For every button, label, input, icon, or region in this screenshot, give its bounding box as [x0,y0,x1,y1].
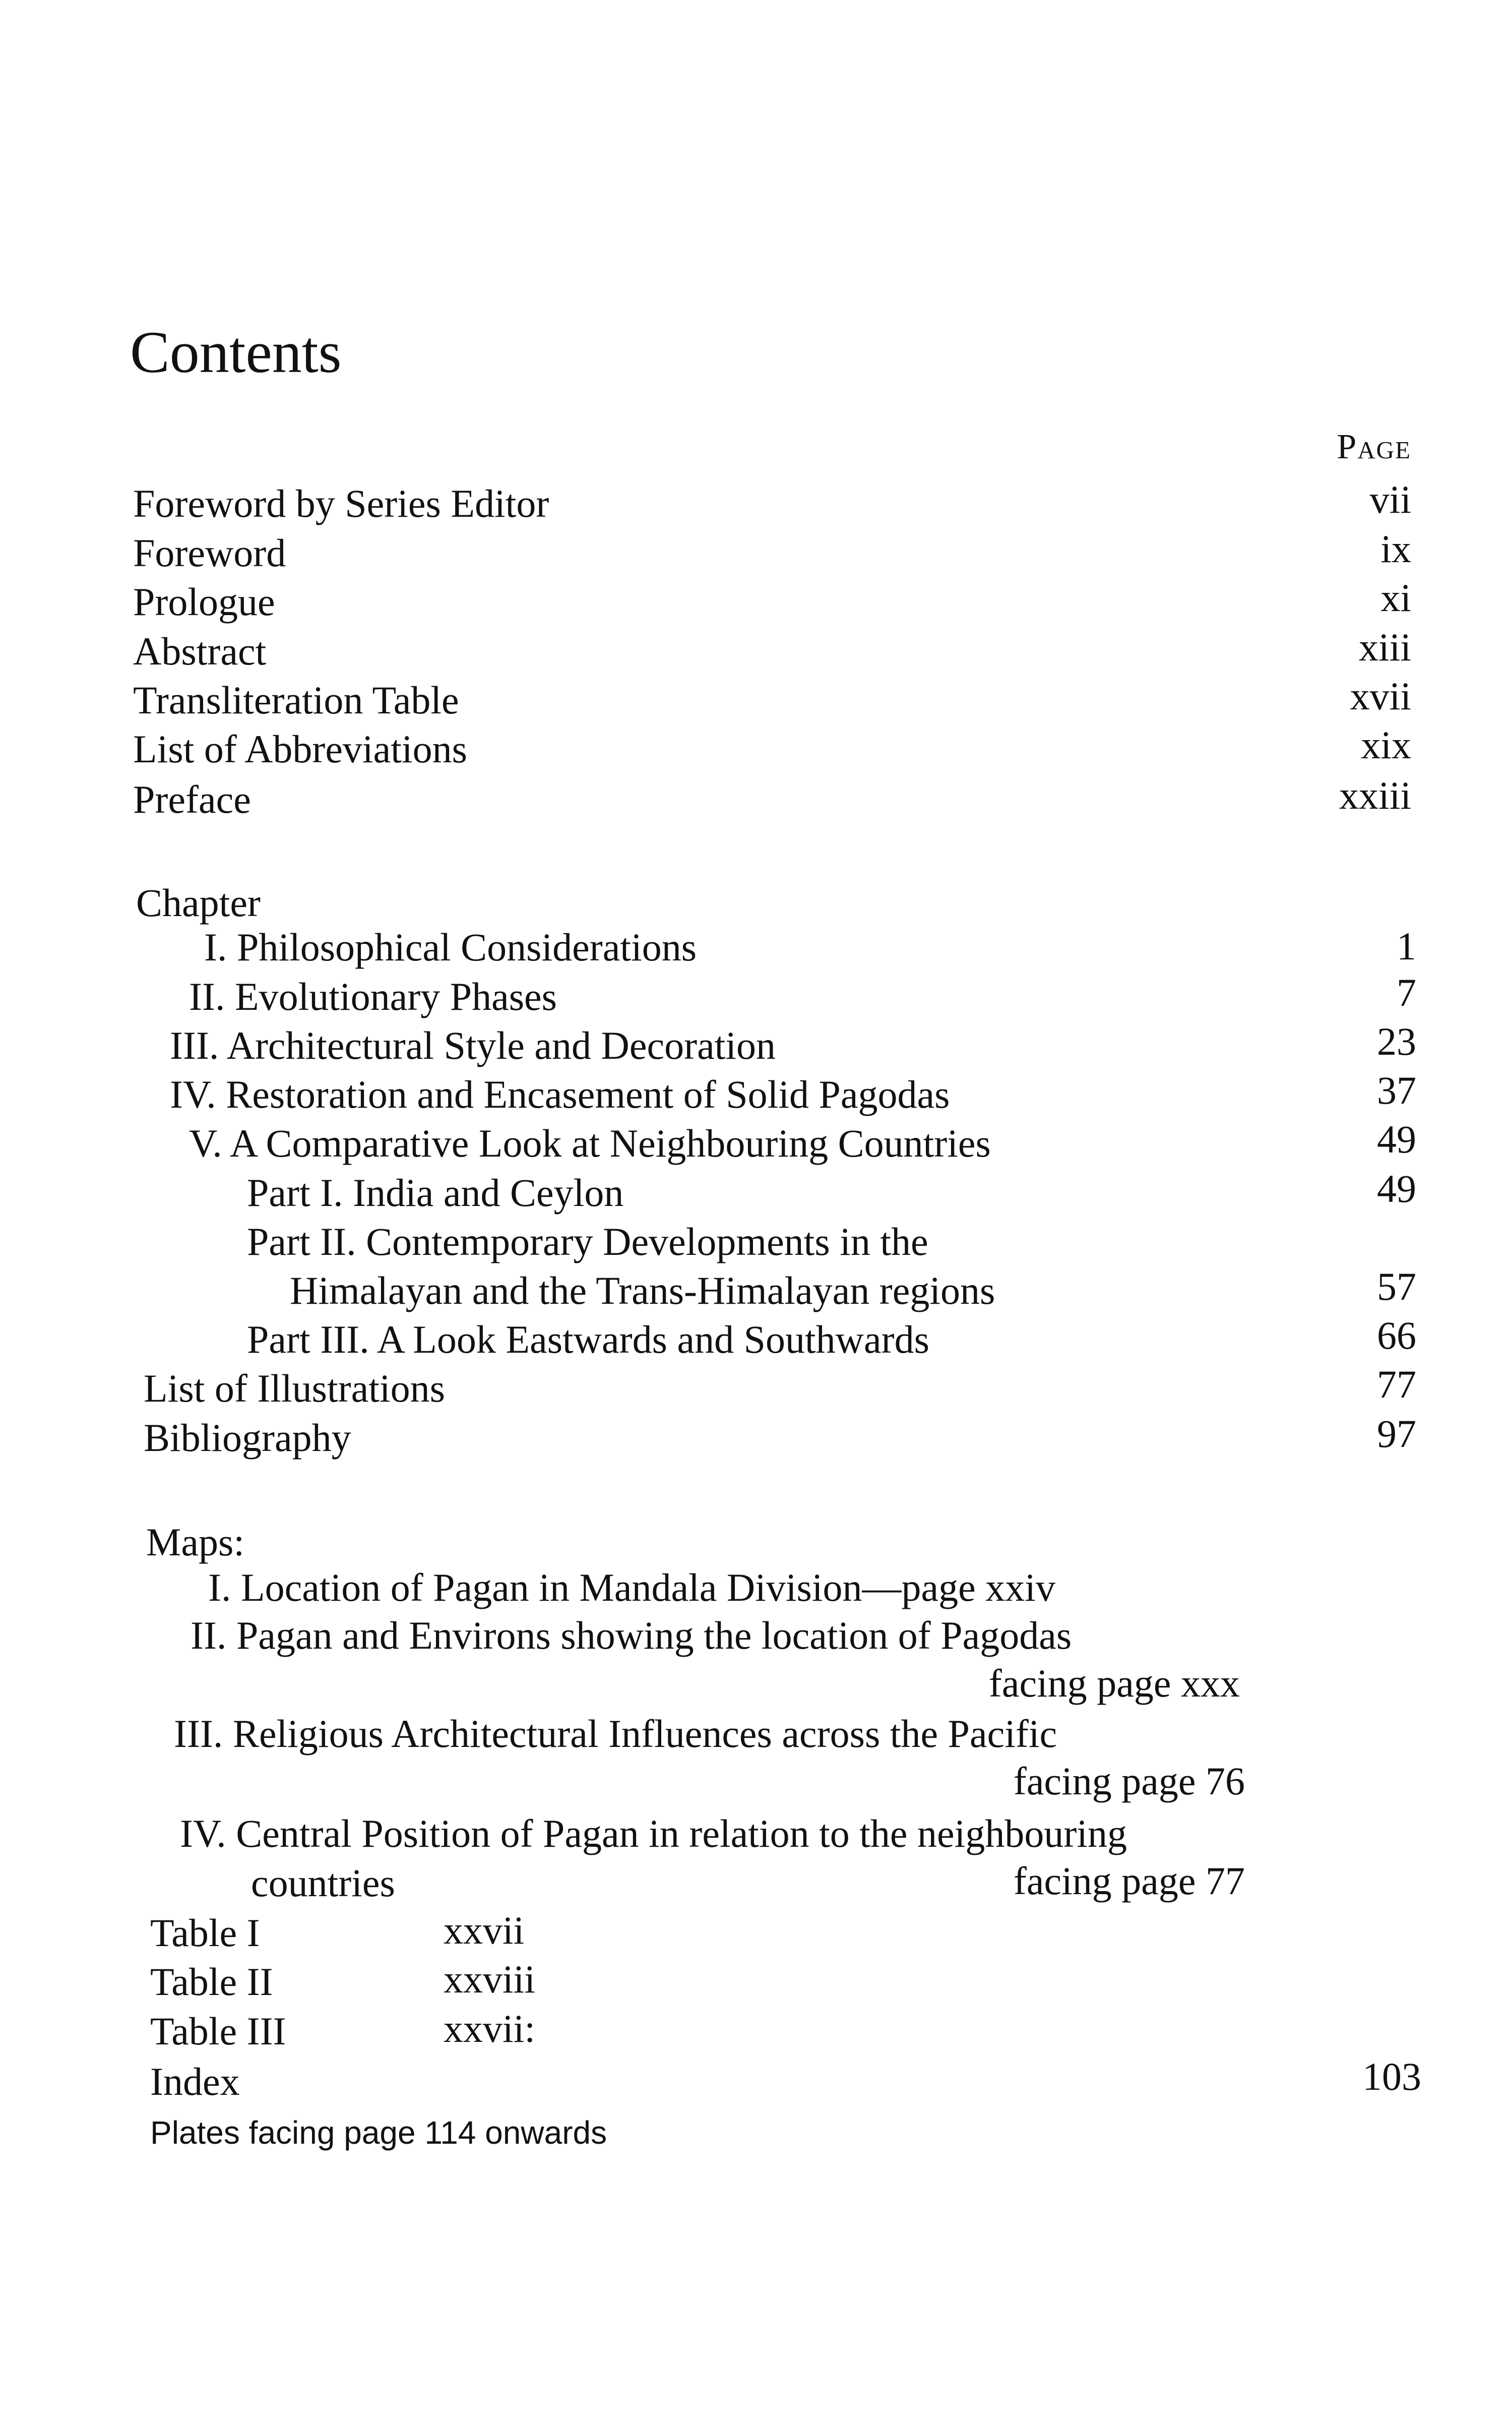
toc-page-bibliography: 97 [1377,1412,1416,1456]
toc-entry-chapter-2: II. Evolutionary Phases [189,975,557,1018]
toc-page-foreword: ix [1380,527,1411,571]
map-entry-4: IV. Central Position of Pagan in relation to the neighbouring [180,1811,1127,1855]
map-entry-2-facing: facing page xxx [988,1661,1240,1705]
toc-entry-part-2: Part II. Contemporary Developments in the [247,1220,928,1263]
toc-page-preface: xxiii [1339,773,1411,817]
toc-page-index: 103 [1362,2054,1421,2098]
table-page-3: xxvii: [444,2007,536,2050]
chapter-heading: Chapter [136,881,261,925]
toc-entry-part-1: Part I. India and Ceylon [247,1171,624,1215]
toc-page-list-of-illustrations: 77 [1377,1362,1416,1406]
toc-page-foreword-series-editor: vii [1369,477,1411,521]
map-entry-3-facing: facing page 76 [1013,1759,1245,1803]
toc-page-chapter-5: 49 [1377,1117,1416,1161]
toc-page-chapter-4: 37 [1377,1068,1416,1112]
map-entry-3: III. Religious Architectural Influences across the Pacific [174,1712,1057,1756]
toc-entry-part-3: Part III. A Look Eastwards and Southwards [247,1317,929,1361]
map-entry-4-countries: countries [251,1861,395,1905]
toc-page-chapter-3: 23 [1377,1019,1416,1063]
page-title: Contents [130,319,342,385]
toc-page-part-2: 57 [1377,1264,1416,1308]
toc-page-part-3: 66 [1377,1313,1416,1357]
table-entry-1: Table I [150,1911,260,1955]
toc-entry-chapter-5: V. A Comparative Look at Neighbouring Countries [189,1121,991,1165]
toc-page-chapter-1: 1 [1397,924,1416,968]
table-page-2: xxviii [444,1957,536,2001]
toc-page-chapter-2: 7 [1397,971,1416,1014]
toc-entry-bibliography: Bibliography [144,1416,351,1460]
map-entry-2: II. Pagan and Environs showing the location of Pagodas [191,1613,1072,1657]
toc-entry-chapter-4: IV. Restoration and Encasement of Solid Pagodas [170,1072,950,1116]
map-entry-4-facing: facing page 77 [1013,1859,1245,1903]
toc-page-transliteration-table: xvii [1350,674,1411,718]
maps-heading: Maps: [146,1520,244,1564]
toc-page-abstract: xiii [1358,625,1411,669]
table-page-1: xxvii [444,1908,525,1952]
toc-entry-prologue: Prologue [133,580,275,624]
toc-entry-preface: Preface [133,777,251,821]
toc-page-prologue: xi [1380,576,1411,620]
toc-entry-list-of-abbreviations: List of Abbreviations [133,727,467,771]
toc-entry-list-of-illustrations: List of Illustrations [144,1366,445,1410]
table-entry-2: Table II [150,1960,273,2004]
toc-entry-chapter-3: III. Architectural Style and Decoration [170,1023,776,1067]
plates-note: Plates facing page 114 onwards [150,2114,607,2151]
toc-page-list-of-abbreviations: xix [1361,723,1411,767]
toc-entry-foreword: Foreword [133,531,286,575]
toc-entry-chapter-1: I. Philosophical Considerations [204,925,697,969]
page-column-heading: Page [1337,428,1411,466]
toc-entry-index: Index [150,2060,240,2103]
map-entry-1: I. Location of Pagan in Mandala Division—page xxiv [208,1565,1055,1609]
toc-entry-transliteration-table: Transliteration Table [133,678,459,722]
toc-page-part-1: 49 [1377,1167,1416,1211]
table-entry-3: Table III [150,2009,286,2053]
toc-entry-foreword-series-editor: Foreword by Series Editor [133,481,549,525]
toc-entry-abstract: Abstract [133,629,267,673]
toc-entry-part-2-continued: Himalayan and the Trans-Himalayan regions [290,1268,995,1312]
